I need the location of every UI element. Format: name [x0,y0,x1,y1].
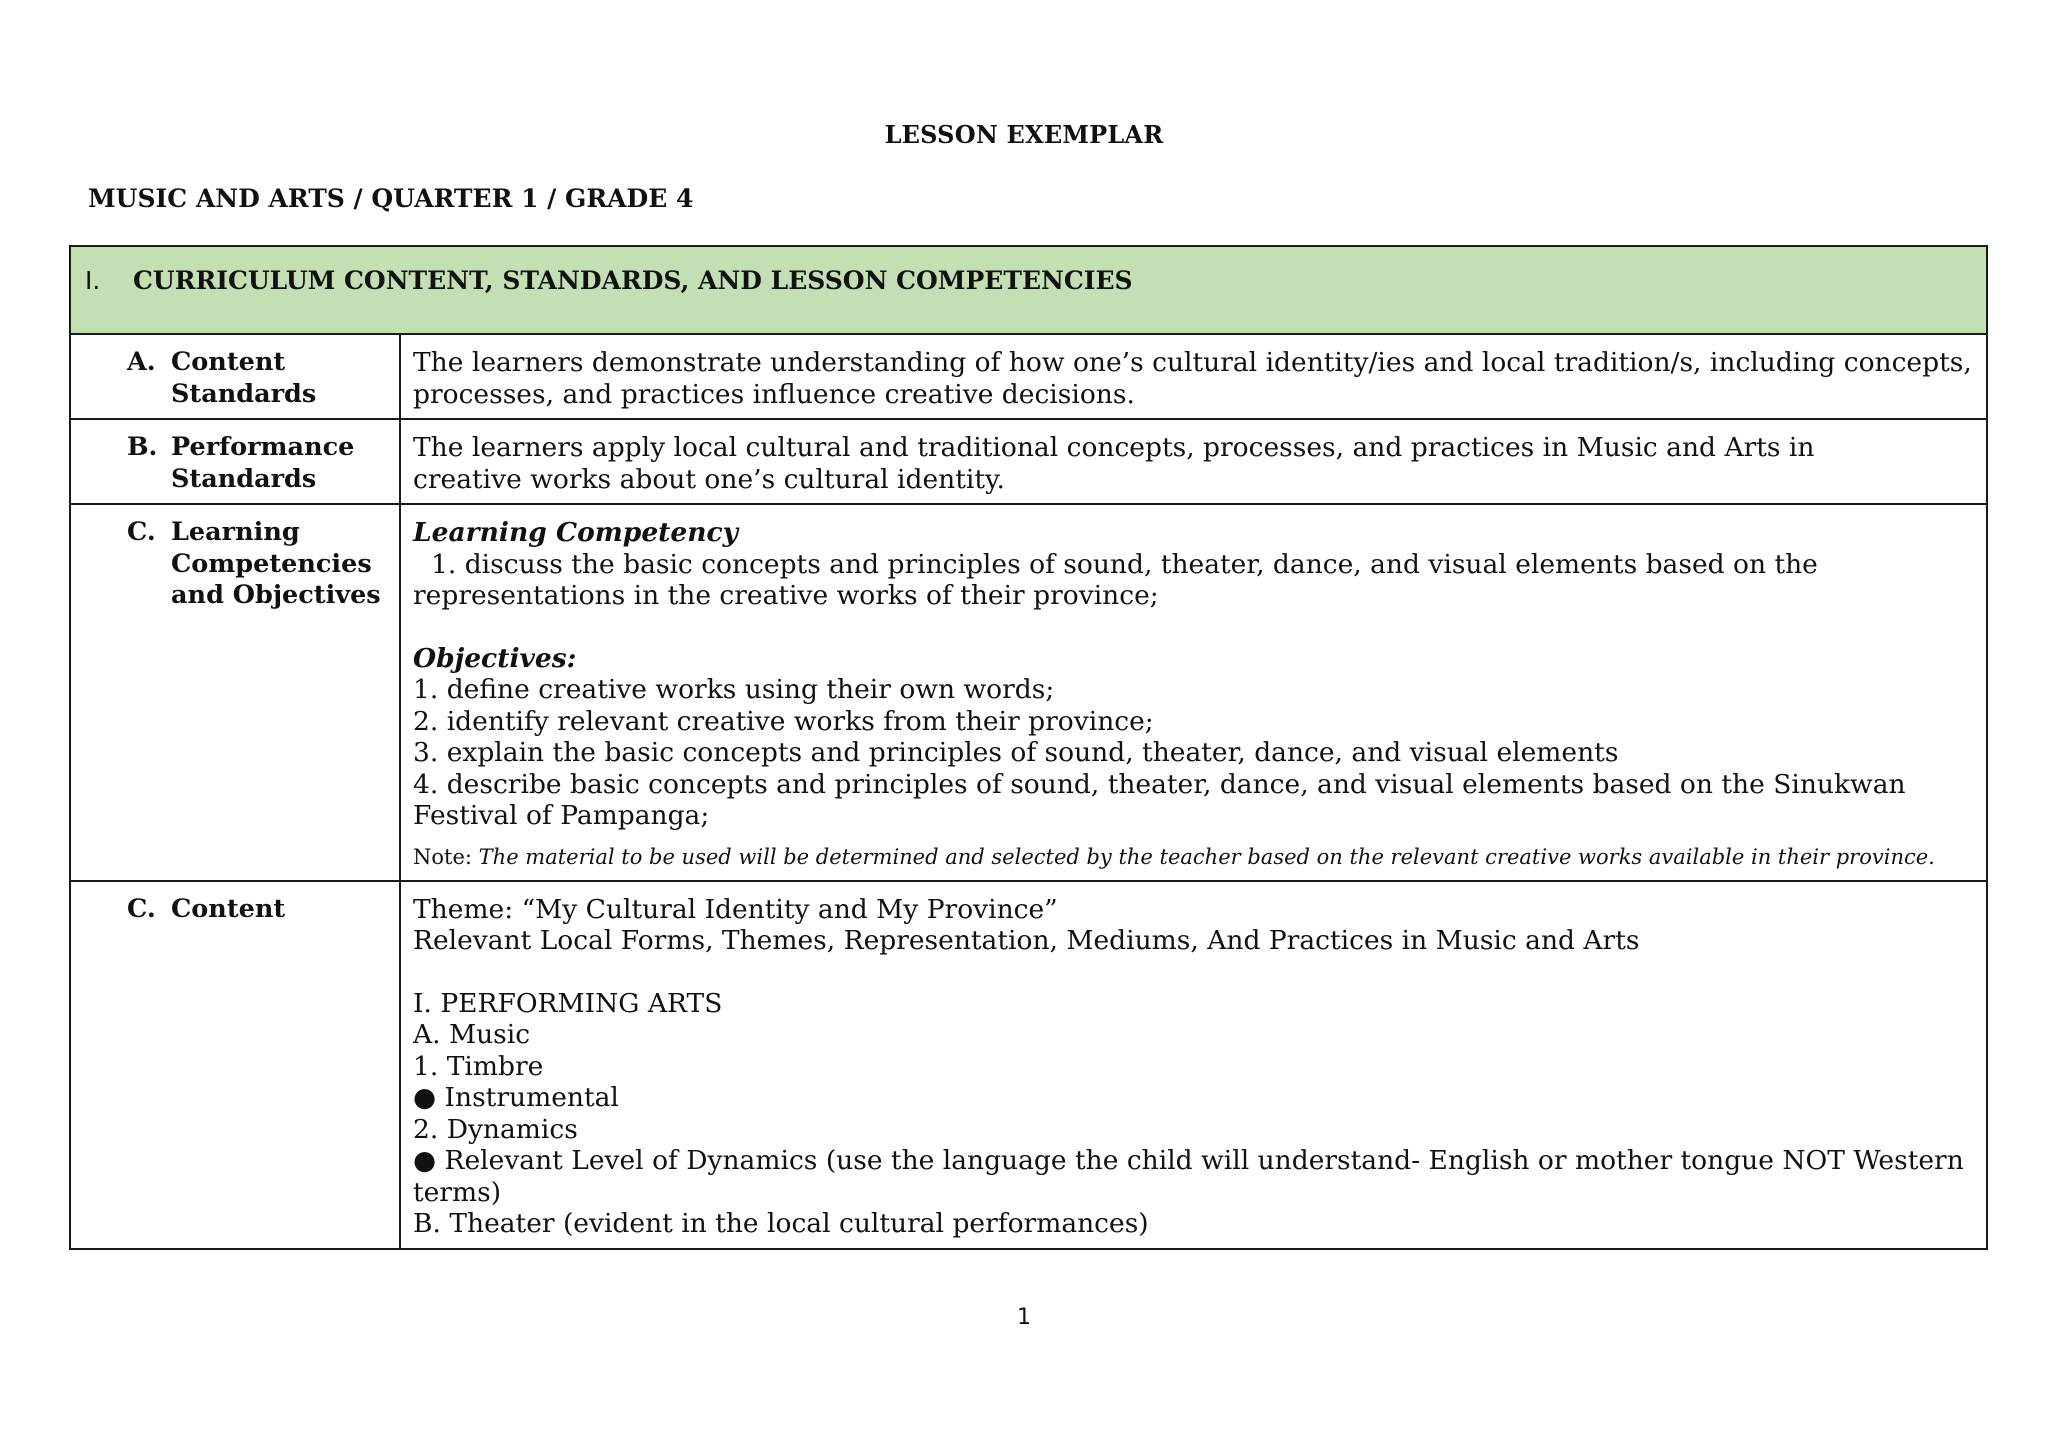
row-letter: C. [127,893,156,924]
row-content [70,881,1987,1249]
row-letter: C. [127,517,156,547]
row-learning-competencies [70,504,1987,881]
label-content-standards [70,334,400,419]
objective-item: 4. describe basic concepts and principles of sound, theater, dance, and visual elements based on the Sinukwan Festival of Pampanga; [413,768,1906,831]
content-theme: Theme: “My Cultural Identity and My Province” [413,893,1058,925]
page-number: 1 [1017,1305,1031,1330]
objective-item: 2. identify relevant creative works from their province; [413,705,1154,737]
label-line: Competencies [171,548,372,579]
objective-item: 3. explain the basic concepts and principles of sound, theater, dance, and visual elements [413,737,1619,768]
row-content-standards [70,334,1987,419]
content-line: ● Instrumental [413,1082,619,1113]
note-label: Note: [413,844,472,869]
row-letter: A. [127,347,156,377]
content-subtheme: Relevant Local Forms, Themes, Representation, Mediums, And Practices in Music and Arts [413,925,1640,956]
section-header-row [70,246,1987,334]
label-line: Learning [171,517,300,547]
learning-competencies-text [400,504,1987,881]
content-line: A. Music [413,1019,531,1050]
text-line: creative works about one’s cultural identity. [413,463,1005,495]
label-line: Content [171,893,286,924]
section-number: I. [85,266,101,295]
row-performance-standards [70,419,1987,504]
label-line: Standards [171,378,317,409]
row-letter: B. [127,432,158,462]
content-line: 2. Dynamics [413,1113,578,1145]
objective-item: 1. define creative works using their own words; [413,674,1055,705]
content-standards-text: The learners demonstrate understanding of how one’s cultural identity/ies and local tradition/s, including concepts, processes, and practices influence creative decisions. [400,334,1987,419]
label-line: Standards [171,463,317,494]
label-line: Content [171,347,286,377]
text-line: The learners apply local cultural and traditional concepts, processes, and practices in Music and Arts in [413,432,1815,463]
label-line: and Objectives [171,580,381,610]
section-header [70,246,1987,334]
content-line: B. Theater (evident in the local cultural performances) [413,1208,1149,1239]
label-content [70,881,400,1249]
competency-item: 1. discuss the basic concepts and principles of sound, theater, dance, and visual elements based on the representations in the creative works of their province; [413,548,1818,611]
content-text [400,881,1987,1249]
note-text: The material to be used will be determined and selected by the teacher based on the relevant creative works available in their province. [478,844,1935,869]
lesson-table [69,245,1988,1250]
performance-standards-text [400,419,1987,504]
content-line: 1. Timbre [413,1050,544,1082]
content-line: I. PERFORMING ARTS [413,987,723,1019]
content-line: ● Relevant Level of Dynamics (use the language the child will understand- English or mother tongue NOT Western terms) [413,1145,1964,1208]
competency-heading: Learning Competency [413,517,739,548]
label-line: Performance [171,432,355,462]
document-subtitle: MUSIC AND ARTS / QUARTER 1 / GRADE 4 [88,184,694,213]
note [413,842,1974,872]
section-title: CURRICULUM CONTENT, STANDARDS, AND LESSON COMPETENCIES [133,266,1133,295]
label-performance-standards [70,419,400,504]
document-title: LESSON EXEMPLAR [884,120,1164,149]
objectives-heading: Objectives: [413,642,577,674]
label-learning-competencies [70,504,400,881]
